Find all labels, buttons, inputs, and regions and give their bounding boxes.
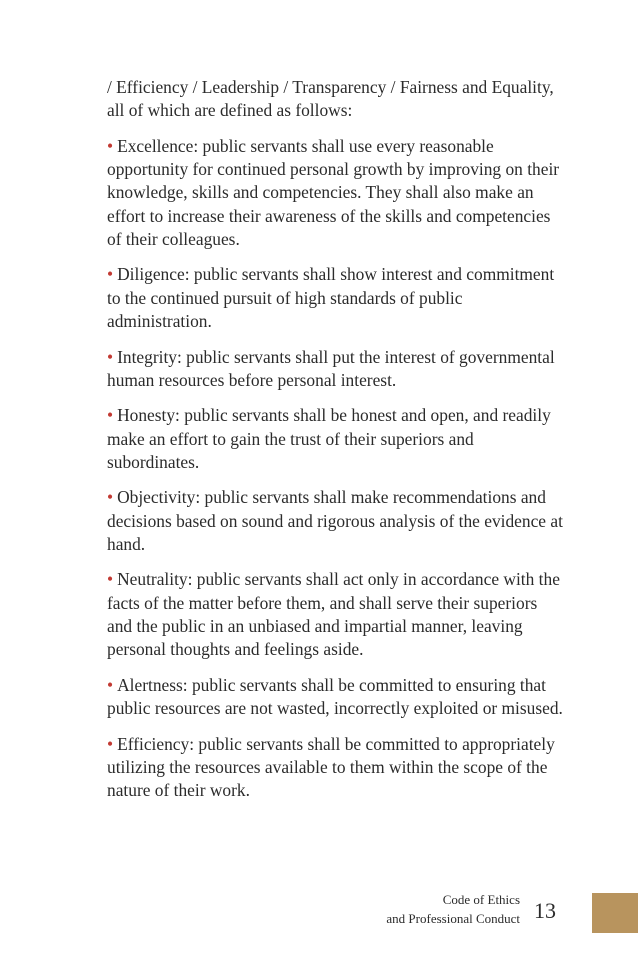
bullet-item-efficiency bbox=[107, 733, 565, 803]
bullet-icon: • bbox=[107, 674, 114, 695]
footer-line-2: and Professional Conduct bbox=[386, 911, 520, 926]
running-footer bbox=[386, 890, 520, 928]
bullet-item-objectivity bbox=[107, 486, 565, 556]
bullet-text: Neutrality: public servants shall act only in accordance with the facts of the matter before them, and shall serve their superiors and the public in an unbiased and impartial manner, leaving personal thoughts and feelings aside. bbox=[107, 569, 560, 660]
footer-line-1: Code of Ethics bbox=[442, 892, 520, 907]
bullet-text: Alertness: public servants shall be committed to ensuring that public resources are not wasted, incorrectly exploited or misused. bbox=[107, 674, 563, 719]
bullet-item-excellence bbox=[107, 135, 565, 251]
bullet-item-honesty bbox=[107, 404, 565, 474]
bullet-text: Diligence: public servants shall show interest and commitment to the continued pursuit of high standards of public administration. bbox=[107, 264, 555, 332]
bullet-icon: • bbox=[107, 264, 114, 285]
bullet-text: Integrity: public servants shall put the interest of governmental human resources before personal interest. bbox=[107, 346, 555, 390]
bullet-text: Objectivity: public servants shall make recommendations and decisions based on sound and rigorous analysis of the evidence at hand. bbox=[107, 487, 563, 554]
bullet-item-integrity bbox=[107, 346, 565, 393]
bullet-item-alertness bbox=[107, 674, 565, 721]
bullet-text: Excellence: public servants shall use every reasonable opportunity for continued personal growth by improving on their knowledge, skills and competencies. They shall also make an effort to increase their awareness of the skills and competencies of their colleagues. bbox=[107, 135, 560, 249]
bullet-item-diligence bbox=[107, 263, 565, 333]
bullet-icon: • bbox=[107, 733, 114, 754]
intro-paragraph: / Efficiency / Leadership / Transparency / Fairness and Equality, all of which are defined as follows: bbox=[107, 77, 554, 121]
page-number: 13 bbox=[534, 898, 556, 923]
bullet-icon: • bbox=[107, 405, 114, 426]
body-text bbox=[107, 76, 565, 815]
bullet-icon: • bbox=[107, 487, 114, 508]
bullet-icon: • bbox=[107, 135, 114, 156]
bullet-text: Honesty: public servants shall be honest and open, and readily make an effort to gain the trust of their superiors and subordinates. bbox=[107, 405, 551, 472]
bullet-icon: • bbox=[107, 346, 114, 367]
bullet-icon: • bbox=[107, 569, 114, 590]
bullet-text: Efficiency: public servants shall be committed to appropriately utilizing the resources available to them within the scope of the nature of their work. bbox=[107, 733, 555, 801]
bullet-item-neutrality bbox=[107, 568, 565, 661]
page-edge-tab bbox=[592, 893, 638, 933]
